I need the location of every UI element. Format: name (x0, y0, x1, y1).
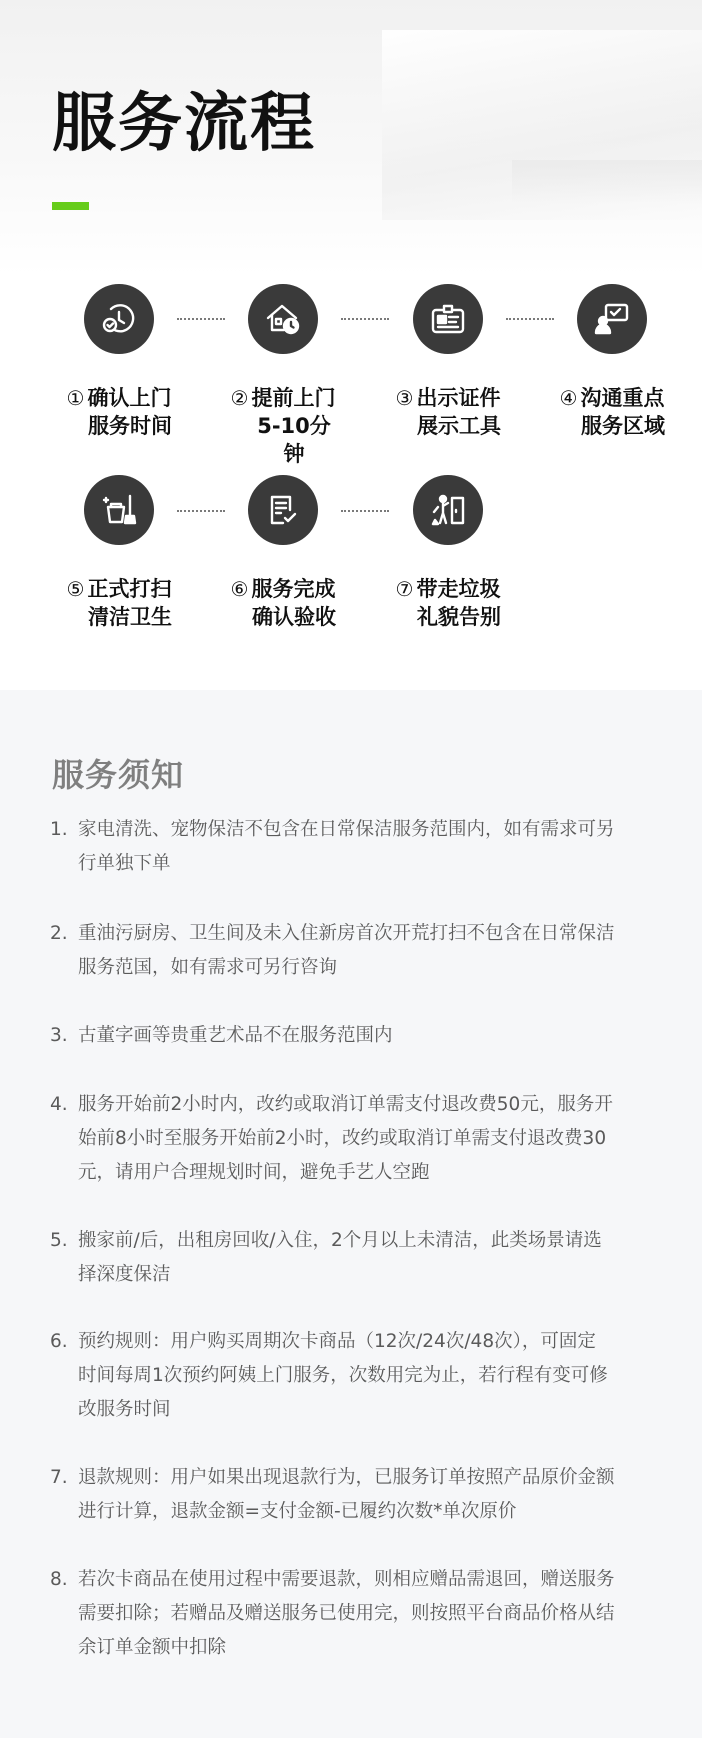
clock-check-icon (84, 284, 154, 354)
cleaning-bucket-icon (84, 475, 154, 545)
notice-item: 8. 若次卡商品在使用过程中需要退款，则相应赠品需退回，赠送服务 需要扣除；若赠品及赠送服务已使用完，则按照平台商品价格从结 余订单金额中扣除 (50, 1569, 615, 1658)
checklist-icon (248, 475, 318, 545)
chat-person-icon (577, 284, 647, 354)
step-label: ② 提前上门 5-10分 钟 (230, 386, 336, 466)
step-connector (506, 318, 554, 320)
service-process-section (0, 0, 702, 690)
notice-item: 5. 搬家前/后，出租房回收/入住，2个月以上未清洁，此类场景请选 择深度保洁 (50, 1230, 602, 1285)
notice-item: 3. 古董字画等贵重艺术品不在服务范围内 (50, 1025, 393, 1046)
notice-title: 服务须知 (52, 756, 185, 794)
step-label: ④ 沟通重点 服务区域 (559, 386, 665, 438)
notice-item: 2. 重油污厨房、卫生间及未入住新房首次开荒打扫不包含在日常保洁 服务范国，如有需求可另行咨询 (50, 923, 615, 978)
title-accent-bar (52, 202, 89, 210)
step-label: ⑥ 服务完成 确认验收 (230, 577, 336, 629)
notice-item: 4. 服务开始前2小时内，改约或取消订单需支付退改费50元，服务开 始前8小时至服务开始前2小时，改约或取消订单需支付退改费30 元，请用户合理规划时间，避免手艺人空跑 (50, 1094, 613, 1183)
step-connector (177, 318, 225, 320)
step-connector (341, 510, 389, 512)
notice-item: 1. 家电清洗、宠物保洁不包含在日常保洁服务范围内，如有需求可另 行单独下单 (50, 819, 615, 874)
notice-item: 7. 退款规则：用户如果出现退款行为，已服务订单按照产品原价金额 进行计算，退款金额=支付金额-已履约次数*单次原价 (50, 1467, 615, 1522)
step-label: ③ 出示证件 展示工具 (395, 386, 501, 438)
step-connector (177, 510, 225, 512)
id-badge-icon (413, 284, 483, 354)
background-light (512, 160, 702, 204)
goodbye-door-icon (413, 475, 483, 545)
step-label: ⑦ 带走垃圾 礼貌告别 (395, 577, 501, 629)
notice-item: 6. 预约规则：用户购买周期次卡商品（12次/24次/48次），可固定 时间每周1次预约阿姨上门服务，次数用完为止，若行程有变可修 改服务时间 (50, 1331, 608, 1420)
house-clock-icon (248, 284, 318, 354)
step-connector (341, 318, 389, 320)
page-title: 服务流程 (52, 87, 316, 161)
step-label: ⑤ 正式打扫 清洁卫生 (66, 577, 172, 629)
step-label: ① 确认上门 服务时间 (66, 386, 172, 438)
